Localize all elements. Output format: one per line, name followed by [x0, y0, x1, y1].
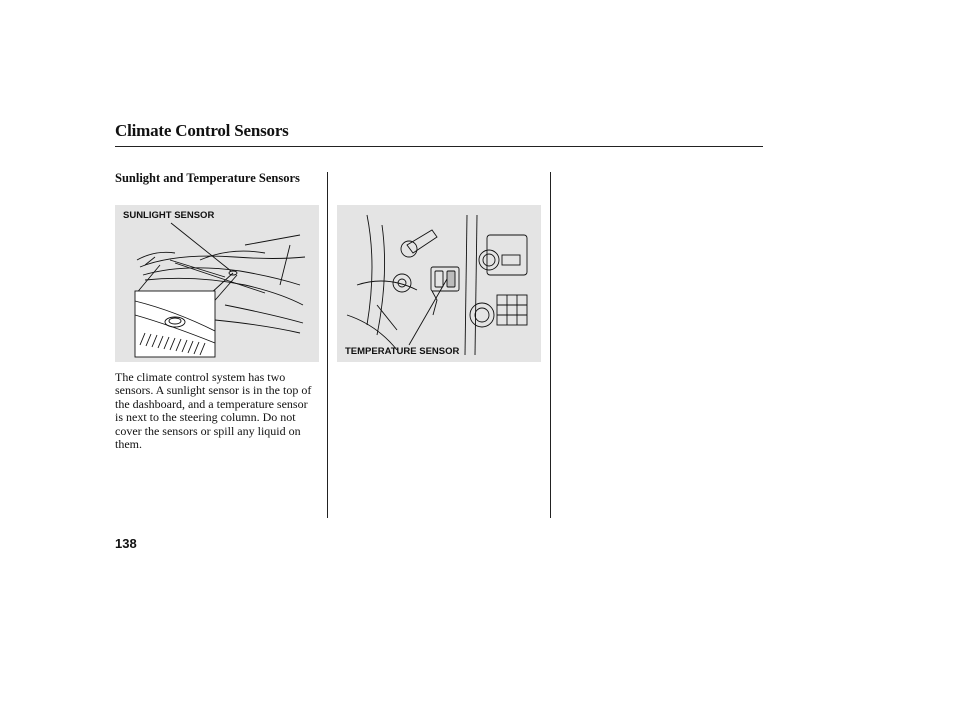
column-divider-2	[550, 172, 551, 518]
section-heading: Sunlight and Temperature Sensors	[115, 171, 300, 185]
sunlight-sensor-label: SUNLIGHT SENSOR	[123, 210, 215, 221]
body-text: The climate control system has two sensors. A sunlight sensor is in the top of the dashboard, and a temperature sensor is next to the steering column. Do not cover the sensors or spill any liquid on them.	[115, 370, 312, 452]
page-number: 138	[115, 536, 137, 551]
temperature-sensor-label: TEMPERATURE SENSOR	[345, 346, 460, 357]
temperature-sensor-figure	[337, 205, 541, 362]
column-divider-1	[327, 172, 328, 518]
sunlight-sensor-illustration	[115, 205, 319, 362]
title-rule	[115, 146, 763, 147]
sunlight-sensor-figure	[115, 205, 319, 362]
temperature-sensor-illustration	[337, 205, 541, 362]
page-title: Climate Control Sensors	[115, 121, 289, 140]
